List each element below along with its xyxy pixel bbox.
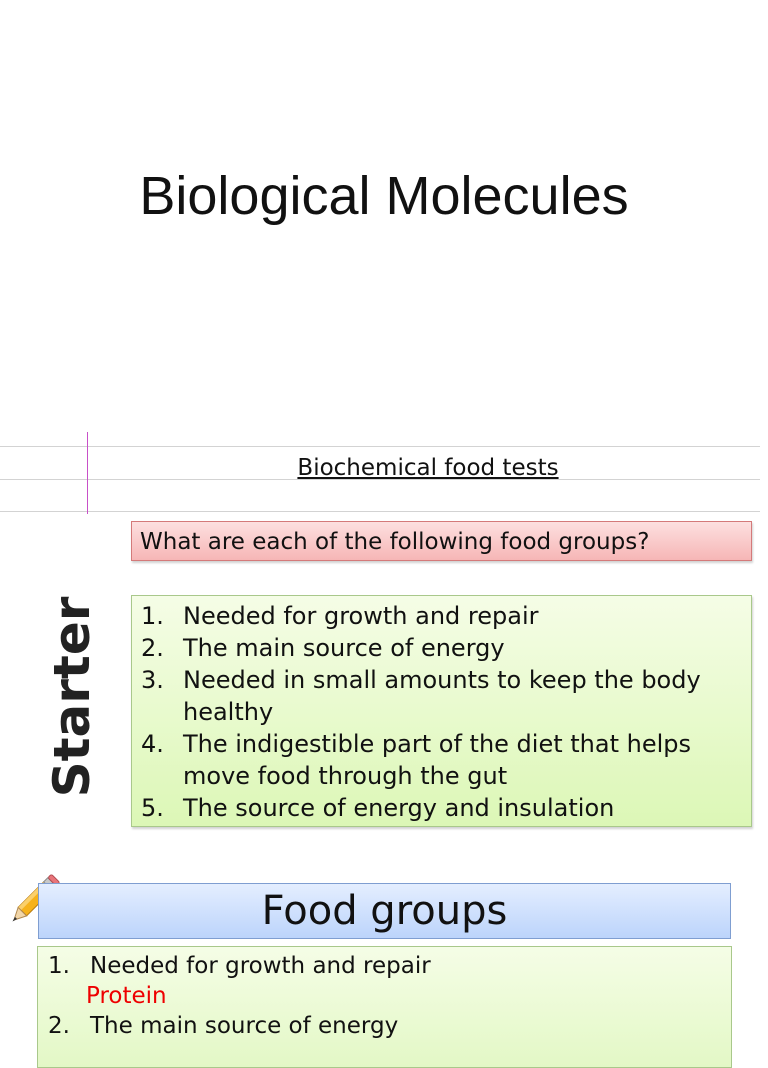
list-item-text: Needed for growth and repair [90, 953, 431, 979]
list-item [141, 728, 741, 792]
list-item-text: The main source of energy [90, 1013, 399, 1039]
starter-question-list [131, 595, 752, 827]
list-item-text: The indigestible part of the diet that helps move food through the gut [183, 730, 692, 790]
list-item [141, 600, 741, 632]
ruled-line [0, 511, 760, 512]
list-item-number: 2. [141, 634, 164, 662]
list-item-text: The source of energy and insulation [183, 794, 615, 822]
list-item-text: Needed for growth and repair [183, 602, 539, 630]
list-item-number: 5. [141, 794, 164, 822]
list-item-number: 2. [48, 1013, 70, 1039]
list-item-number: 4. [141, 730, 164, 758]
food-groups-header: Food groups [38, 883, 731, 939]
list-item-number: 3. [141, 666, 164, 694]
list-item [141, 792, 741, 824]
answer-text: Protein [86, 983, 167, 1009]
list-item-number: 1. [48, 953, 70, 979]
list-item [141, 664, 741, 728]
question-box: What are each of the following food groups? [131, 521, 752, 561]
starter-label: Starter [43, 596, 101, 798]
list-item [48, 1011, 431, 1041]
presentation-title: Biological Molecules [139, 166, 629, 226]
list-item-text: The main source of energy [183, 634, 505, 662]
section-subtitle: Biochemical food tests [297, 455, 559, 481]
food-groups-answer-list [37, 946, 732, 1068]
list-item-text: Needed in small amounts to keep the body healthy [183, 666, 701, 726]
list-item [48, 951, 431, 1011]
list-item-number: 1. [141, 602, 164, 630]
ruled-line [0, 446, 760, 447]
list-item [141, 632, 741, 664]
notebook-margin-line [87, 432, 88, 514]
